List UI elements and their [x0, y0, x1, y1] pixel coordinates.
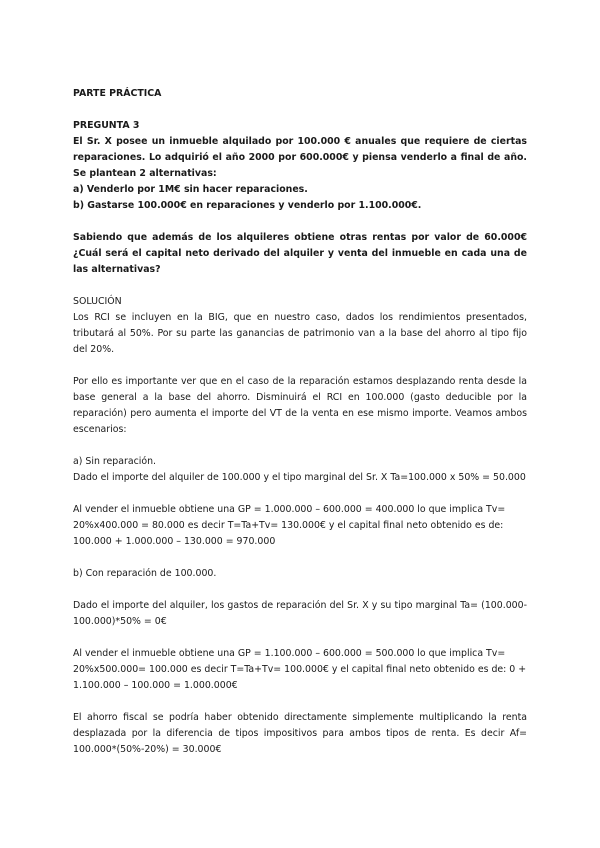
solution-heading: SOLUCIÓN: [73, 296, 122, 307]
question-text: Sabiendo que además de los alquileres obtiene otras rentas por valor de 60.000€ ¿Cuál será el capital neto derivado del alquiler y venta del inmueble en cada una de las alternativas?: [73, 232, 527, 275]
case-b-sale-line: 1.100.000 – 100.000 = 1.000.000€: [73, 680, 238, 691]
conclusion-paragraph: El ahorro fiscal se podría haber obtenido directamente simplemente multiplicando la renta desplazada por la diferencia de tipos impositivos para ambos tipos de renta. Es decir Af= 100.000*(50%-20%) = 30.000€: [73, 712, 527, 755]
case-a-sale: [73, 502, 527, 550]
problem-statement: El Sr. X posee un inmueble alquilado por 100.000 € anuales que requiere de ciertas reparaciones. Lo adquirió el año 2000 por 600.000€ y piensa venderlo a final de año. Se plantean 2 alternativas:: [73, 136, 527, 179]
question-heading: PREGUNTA 3: [73, 120, 140, 131]
case-b-rent: Dado el importe del alquiler, los gastos de reparación del Sr. X y su tipo marginal Ta= (100.000-100.000)*50% = 0€: [73, 600, 527, 627]
solution-paragraph: Por ello es importante ver que en el caso de la reparación estamos desplazando renta desde la base general a la base del ahorro. Disminuirá el RCI en 100.000 (gasto deducible por la reparación) pero aumenta el importe del VT de la venta en ese mismo importe. Veamos ambos escenarios:: [73, 376, 527, 435]
case-b-sale-line: 20%x500.000= 100.000 es decir T=Ta+Tv= 100.000€ y el capital final neto obtenido es de: 0 +: [73, 664, 527, 675]
section-title: PARTE PRÁCTICA: [73, 88, 162, 99]
solution-intro: Los RCI se incluyen en la BIG, que en nuestro caso, dados los rendimientos presentados, tributará al 50%. Por su parte las ganancias de patrimonio van a la base del ahorro al tipo fijo del 20%.: [73, 312, 527, 355]
case-a-heading: a) Sin reparación.: [73, 456, 156, 467]
case-a-sale-line: 20%x400.000 = 80.000 es decir T=Ta+Tv= 130.000€ y el capital final neto obtenido es de:: [73, 520, 504, 531]
alternative-a: a) Venderlo por 1M€ sin hacer reparaciones.: [73, 184, 308, 195]
case-b-sale: [73, 646, 527, 694]
case-b-heading: b) Con reparación de 100.000.: [73, 568, 217, 579]
case-b-sale-line: Al vender el inmueble obtiene una GP = 1.100.000 – 600.000 = 500.000 lo que implica Tv=: [73, 648, 506, 659]
case-a-sale-line: Al vender el inmueble obtiene una GP = 1.000.000 – 600.000 = 400.000 lo que implica Tv=: [73, 504, 506, 515]
case-a-rent: Dado el importe del alquiler de 100.000 y el tipo marginal del Sr. X Ta=100.000 x 50% = 50.000: [73, 472, 526, 483]
document-body: [73, 86, 527, 758]
case-a-sale-line: 100.000 + 1.000.000 – 130.000 = 970.000: [73, 536, 276, 547]
alternative-b: b) Gastarse 100.000€ en reparaciones y venderlo por 1.100.000€.: [73, 200, 422, 211]
